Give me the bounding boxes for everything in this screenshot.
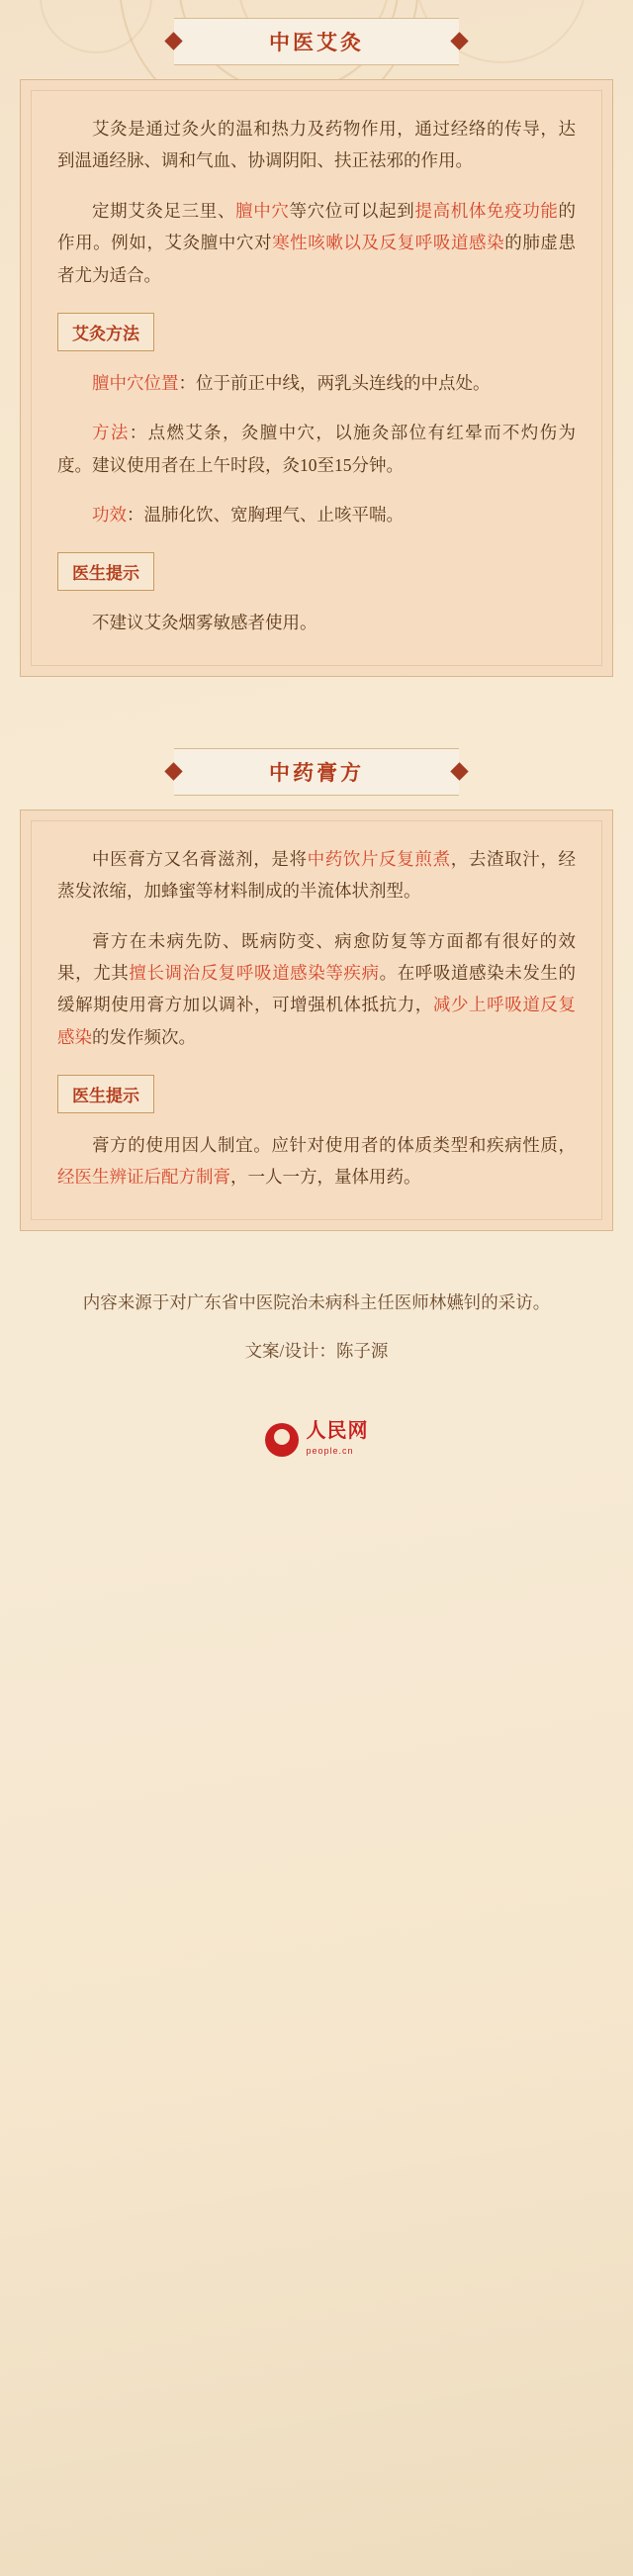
section-title: 中药膏方 [269, 760, 364, 785]
highlighted-text: 膻中穴 [235, 200, 290, 221]
plain-text: 等穴位可以起到 [289, 200, 415, 221]
body-paragraph [57, 925, 576, 1054]
subsection-heading: 医生提示 [57, 1075, 154, 1113]
diamond-ornament-icon [450, 762, 468, 780]
highlighted-text: 减少上呼吸道反复感染 [57, 995, 576, 1047]
body-paragraph [57, 367, 576, 399]
plain-text: ：点燃艾条，灸膻中穴，以施灸部位有红晕而不灼伤为度。建议使用者在上午时段，灸10至15分钟。 [57, 423, 577, 475]
section-header-1 [20, 0, 613, 79]
plain-text: 膏方在未病先防、既病防变、病愈防复等方面都有很好的效果，尤其 [57, 930, 576, 983]
body-paragraph [57, 417, 576, 481]
section-card-1 [20, 79, 613, 677]
logo-text-cn: 人民网 [306, 1420, 369, 1443]
site-logo [20, 1421, 613, 1459]
plain-text: 。在呼吸道感染未发生的缓解期使用膏方加以调补，可增强机体抵抗力， [57, 962, 577, 1015]
footer-credit: 文案/设计：陈子源 [244, 1341, 389, 1361]
highlighted-text: 功效 [92, 505, 127, 525]
plain-text: 的发作频次。 [92, 1026, 196, 1047]
highlighted-text: 擅长调治反复呼吸道感染等疾病 [129, 962, 380, 983]
section-title: 中医艾灸 [269, 31, 364, 54]
plain-text: 膏方的使用因人制宜。应针对使用者的体质类型和疾病性质， [92, 1135, 576, 1155]
plain-text: 中医膏方又名膏滋剂，是将 [92, 848, 308, 869]
body-paragraph [57, 607, 576, 638]
body-paragraph [57, 1129, 576, 1193]
body-paragraph [57, 195, 576, 291]
plain-text: 的肺虚患者尤为适合。 [57, 233, 577, 285]
body-paragraph [57, 499, 576, 530]
section-spacer [20, 677, 613, 730]
body-paragraph [57, 843, 576, 907]
subsection-heading: 艾灸方法 [57, 313, 154, 351]
highlighted-text: 中药饮片反复煎煮 [307, 848, 451, 869]
section-content-2 [31, 820, 602, 1220]
plain-text: ，一人一方，量体用药。 [230, 1167, 421, 1188]
highlighted-text: 寒性咳嗽以及反复呼吸道感染 [272, 233, 505, 253]
body-paragraph [57, 113, 576, 177]
plain-text: 定期艾灸足三里、 [92, 200, 236, 221]
section-header-2 [20, 730, 613, 810]
diamond-ornament-icon [164, 32, 182, 49]
plain-text: ：位于前正中线，两乳头连线的中点处。 [178, 372, 491, 393]
plain-text: 艾灸是通过灸火的温和热力及药物作用，通过经络的传导，达到温通经脉、调和气血、协调阴阳、扶正祛邪的作用。 [57, 119, 576, 171]
highlighted-text: 经医生辨证后配方制膏 [57, 1167, 230, 1188]
subsection-heading: 医生提示 [57, 552, 154, 591]
section-card-2 [20, 810, 613, 1231]
section-content-1 [31, 90, 602, 666]
diamond-ornament-icon [450, 32, 468, 49]
highlighted-text: 方法 [92, 423, 130, 443]
people-cn-logo-icon [265, 1423, 299, 1457]
footer [20, 1287, 613, 1488]
logo-text-en: people.cn [306, 1446, 354, 1457]
highlighted-text: 提高机体免疫功能 [414, 200, 559, 221]
plain-text: ，去渣取汁，经蒸发浓缩，加蜂蜜等材料制成的半流体状剂型。 [57, 848, 577, 902]
plain-text: ：温肺化饮、宽胸理气、止咳平喘。 [127, 505, 404, 525]
plain-text: 不建议艾灸烟雾敏感者使用。 [92, 613, 317, 633]
plain-text: 的作用。例如，艾灸膻中穴对 [57, 200, 577, 253]
footer-source: 内容来源于对广东省中医院治未病科主任医师林嬿钊的采访。 [82, 1291, 551, 1312]
diamond-ornament-icon [164, 762, 182, 780]
highlighted-text: 膻中穴位置 [92, 372, 179, 393]
